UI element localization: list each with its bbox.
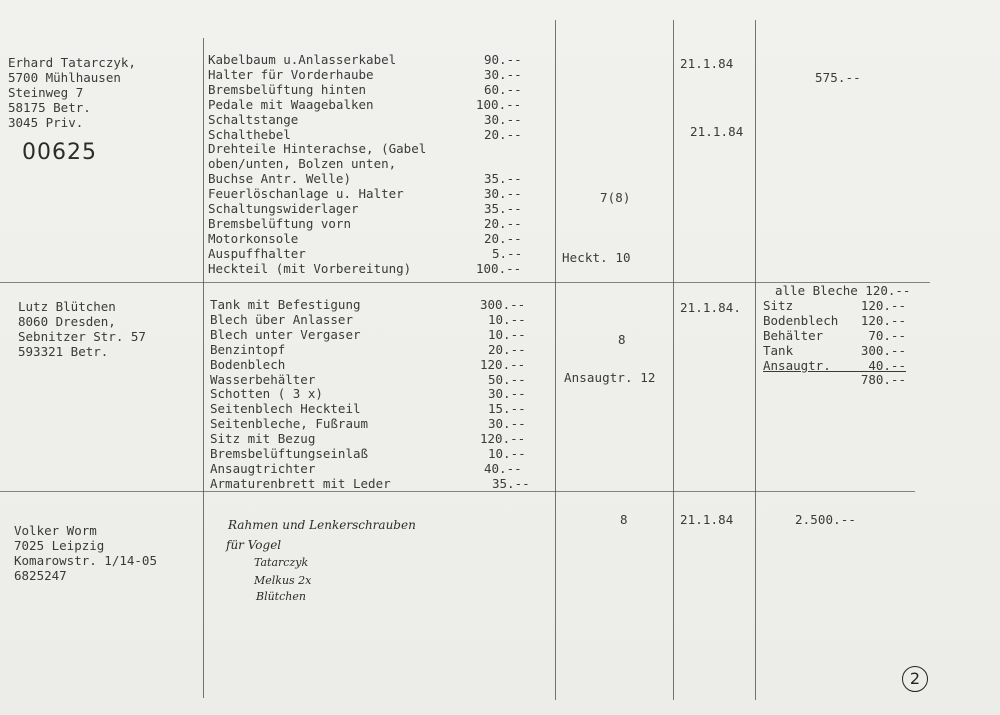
price-list	[480, 298, 530, 492]
quantity: 8	[620, 512, 628, 527]
total: 2.500.--	[795, 512, 857, 527]
item-price: 20.--	[484, 215, 522, 231]
total-line: Behälter 70.--	[763, 327, 906, 343]
item-price: 30.--	[488, 386, 526, 402]
item-price: 90.--	[484, 52, 522, 67]
item-name: Schalthebel	[208, 126, 291, 142]
item-price: 60.--	[484, 81, 522, 97]
item-name: Blech über Anlasser	[210, 311, 353, 327]
item-price: 120.--	[480, 431, 526, 447]
total-line: Ansaugtr. 40.--	[763, 357, 906, 373]
address-line: Lutz Blütchen	[18, 299, 116, 314]
column-divider	[555, 20, 556, 700]
address-line: 3045 Priv.	[8, 114, 84, 130]
address-line: Sebnitzer Str. 57	[18, 328, 146, 344]
item-price: 30.--	[484, 186, 522, 202]
date: 21.1.84	[680, 512, 734, 527]
quantity: 7(8)	[600, 190, 631, 205]
handwritten-item: Rahmen und Lenkerschrauben	[228, 518, 416, 532]
item-name: Ansaugtrichter	[210, 460, 316, 476]
item-price: 35.--	[492, 475, 530, 491]
total-line: Bodenblech 120.--	[763, 312, 906, 328]
handwritten-item: für Vogel	[226, 538, 282, 552]
address-line: 8060 Dresden,	[18, 313, 116, 329]
total-line: Tank 300.--	[763, 342, 906, 358]
address-line: Komarowstr. 1/14-05	[14, 552, 157, 568]
item-name: Bremsbelüftung hinten	[208, 81, 367, 97]
item-name: Benzintopf	[210, 341, 286, 357]
item-price: 10.--	[488, 446, 526, 462]
item-price: 35.--	[484, 171, 522, 187]
item-price	[476, 142, 522, 157]
item-name: Feuerlöschanlage u. Halter	[208, 186, 404, 202]
address-block	[18, 300, 146, 360]
item-list	[208, 53, 426, 277]
item-name: oben/unten, Bolzen unten,	[208, 156, 397, 172]
item-name: Heckteil (mit Vorbereitung)	[208, 260, 412, 276]
item-price: 10.--	[488, 311, 526, 327]
item-price: 10.--	[488, 326, 526, 342]
page-number: 2	[902, 666, 928, 692]
address-line: 58175 Betr.	[8, 99, 91, 115]
total-sum: 780.--	[763, 372, 906, 388]
handwritten-item: Tatarczyk	[254, 556, 309, 569]
item-price: 35.--	[484, 201, 522, 217]
total-line: Sitz 120.--	[763, 297, 906, 313]
item-name: Bremsbelüftung vorn	[208, 215, 351, 231]
item-name: Buchse Antr. Welle)	[208, 171, 351, 187]
item-price: 5.--	[492, 245, 523, 261]
item-price: 30.--	[488, 416, 526, 432]
item-price: 15.--	[488, 401, 526, 417]
handwritten-id: 00625	[22, 140, 97, 165]
item-price: 40.--	[484, 460, 522, 476]
item-name: Auspuffhalter	[208, 245, 306, 261]
item-price: 100.--	[476, 260, 522, 276]
handwritten-item: Melkus 2x	[254, 574, 312, 587]
item-price: 20.--	[488, 341, 526, 357]
column-divider	[203, 38, 204, 698]
item-price: 20.--	[484, 230, 522, 246]
item-price: 300.--	[480, 297, 526, 312]
handwritten-item: Blütchen	[256, 590, 306, 603]
address-line: Erhard Tatarczyk,	[8, 55, 136, 70]
total-line: alle Bleche 120.--	[775, 283, 911, 298]
item-name: Schaltungswiderlager	[208, 201, 359, 217]
item-name: Wasserbehälter	[210, 371, 316, 387]
address-block	[8, 56, 136, 131]
item-name: Armaturenbrett mit Leder	[210, 475, 391, 491]
item-name: Bremsbelüftungseinlaß	[210, 446, 369, 462]
item-name: Blech unter Vergaser	[210, 326, 361, 342]
address-block	[14, 524, 157, 584]
column-divider	[755, 20, 756, 700]
item-name: Schaltstange	[208, 111, 299, 127]
item-name: Sitz mit Bezug	[210, 431, 316, 447]
address-line: 593321 Betr.	[18, 343, 109, 359]
item-price: 120.--	[480, 356, 526, 372]
item-name: Schotten ( 3 x)	[210, 386, 323, 402]
item-name: Motorkonsole	[208, 230, 299, 246]
item-price: 30.--	[484, 111, 522, 127]
address-line: Steinweg 7	[8, 84, 84, 100]
item-name: Drehteile Hinterachse, (Gabel	[208, 141, 427, 157]
item-name: Seitenblech Heckteil	[210, 401, 361, 417]
column-divider	[673, 20, 674, 700]
date: 21.1.84.	[680, 300, 742, 315]
quantity-note: Ansaugtr. 12	[564, 370, 656, 385]
price-list	[476, 53, 522, 277]
item-name: Seitenbleche, Fußraum	[210, 416, 369, 432]
item-list	[210, 298, 391, 492]
item-price: 30.--	[484, 66, 522, 82]
address-line: 7025 Leipzig	[14, 537, 105, 553]
total-breakdown	[763, 284, 910, 388]
item-name: Halter für Vorderhaube	[208, 66, 374, 82]
item-price: 100.--	[476, 96, 522, 112]
address-line: 5700 Mühlhausen	[8, 69, 121, 85]
item-price: 20.--	[484, 126, 522, 142]
item-name: Kabelbaum u.Anlasserkabel	[208, 52, 397, 67]
item-price: 50.--	[488, 371, 526, 387]
row-divider	[0, 491, 915, 492]
item-name: Bodenblech	[210, 356, 286, 372]
date: 21.1.84	[680, 56, 734, 71]
address-line: Volker Worm	[14, 523, 97, 538]
item-name: Pedale mit Waagebalken	[208, 96, 374, 112]
item-price	[476, 157, 522, 172]
address-line: 6825247	[14, 567, 67, 583]
date: 21.1.84	[690, 124, 744, 139]
total: 575.--	[815, 70, 861, 85]
item-name: Tank mit Befestigung	[210, 297, 361, 312]
quantity: 8	[618, 332, 626, 347]
quantity-note: Heckt. 10	[562, 250, 631, 265]
